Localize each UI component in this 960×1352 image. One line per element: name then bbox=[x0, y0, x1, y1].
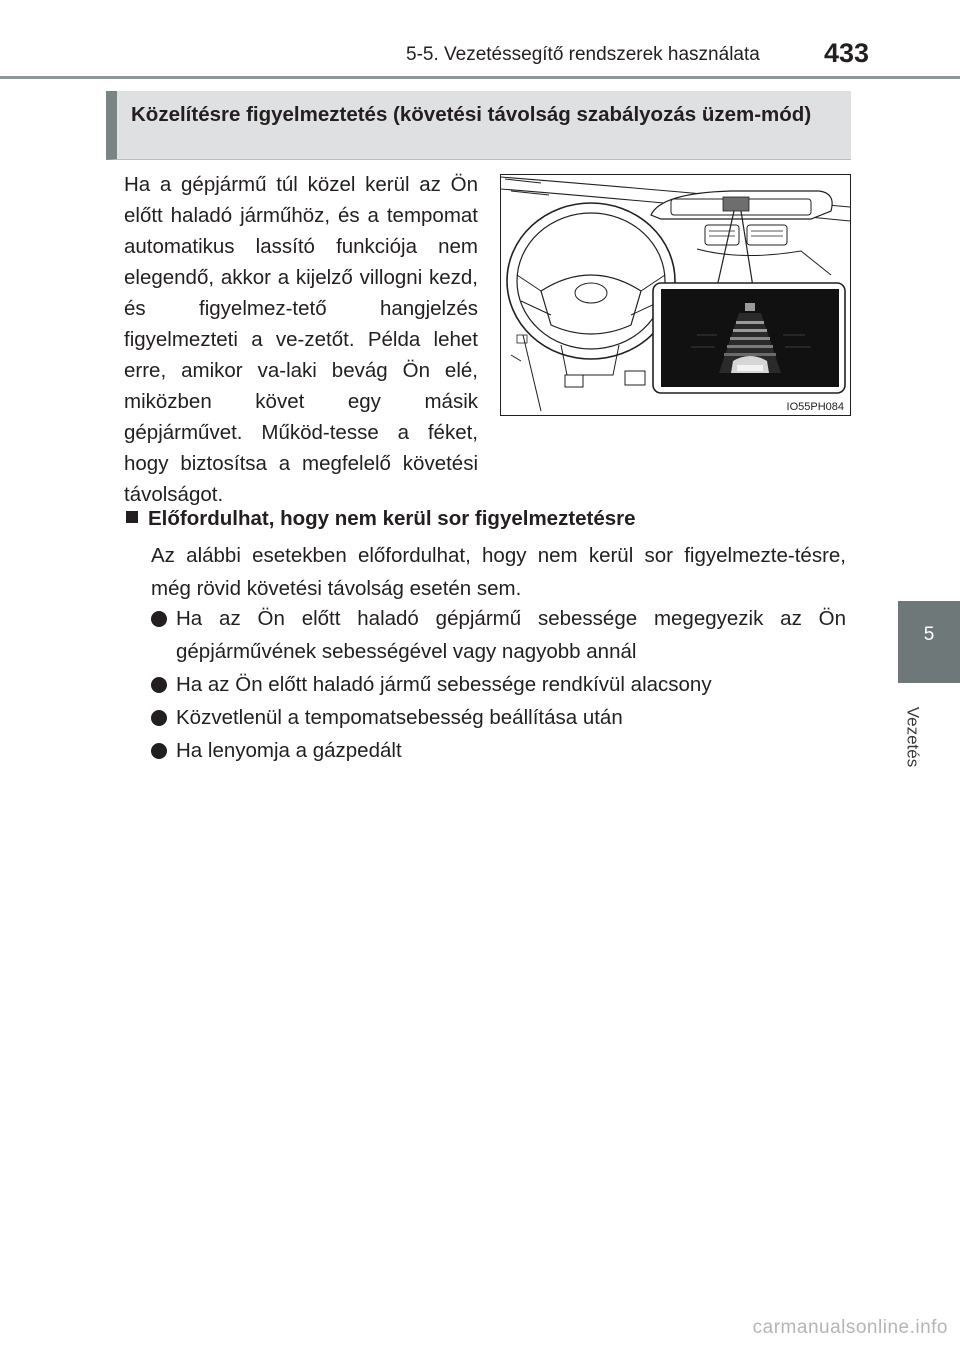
page-number: 433 bbox=[824, 38, 870, 68]
watermark: carmanualsonline.info bbox=[752, 1317, 948, 1338]
header-rule bbox=[0, 76, 960, 79]
bullet-dot-icon bbox=[151, 677, 167, 693]
chapter-number: 5 bbox=[923, 624, 935, 645]
chapter-tab bbox=[898, 601, 960, 683]
header-section-title: 5-5. Vezetéssegítő rendszerek használata bbox=[406, 44, 760, 65]
list-item-text: Közvetlenül a tempomatsebesség beállítása után bbox=[176, 706, 623, 729]
figure-code: IO55PH084 bbox=[786, 401, 844, 413]
list-item bbox=[151, 701, 846, 734]
bullet-dot-icon bbox=[151, 710, 167, 726]
list-item bbox=[151, 668, 846, 701]
list-item bbox=[151, 602, 846, 668]
section-title: Közelítésre figyelmeztetés (követési távolság szabályozás üzem-mód) bbox=[131, 103, 812, 126]
list-item-text: Ha lenyomja a gázpedált bbox=[176, 739, 402, 762]
chapter-label: Vezetés bbox=[903, 706, 922, 768]
list-item-text: Ha az Ön előtt haladó gépjármű sebessége megegyezik az Ön gépjárművének sebességével vagy nagyobb annál bbox=[176, 607, 846, 663]
section-title-box bbox=[106, 91, 851, 160]
square-bullet-icon bbox=[126, 511, 138, 523]
chapter-label-wrapper bbox=[892, 698, 932, 776]
subsection-heading bbox=[126, 507, 636, 531]
subsection-heading-text: Előfordulhat, hogy nem kerül sor figyelmeztetésre bbox=[148, 507, 636, 530]
dashboard-illustration bbox=[500, 174, 851, 416]
subsection-paragraph: Az alábbi esetekben előfordulhat, hogy nem kerül sor figyelmezte-tésre, még rövid követési távolság esetén sem. bbox=[151, 544, 846, 600]
bullet-dot-icon bbox=[151, 743, 167, 759]
list-item-text: Ha az Ön előtt haladó jármű sebessége rendkívül alacsony bbox=[176, 673, 712, 696]
condition-list bbox=[151, 602, 846, 767]
bullet-dot-icon bbox=[151, 611, 167, 627]
dashboard-drawing bbox=[501, 175, 850, 415]
list-item bbox=[151, 734, 846, 767]
intro-paragraph: Ha a gépjármű túl közel kerül az Ön előtt haladó járműhöz, és a tempomat automatikus lassító funkciója nem elegendő, akkor a kijelző villogni kezd, és figyelmez-tető hangjelzés figyelmezteti a ve-zetőt. Példa lehet erre, amikor va-laki bevág Ön elé, miközben követ egy másik gépjárművet. Működ-tesse a féket, hogy biztosítsa a megfelelő követési távolságot. bbox=[124, 173, 478, 506]
